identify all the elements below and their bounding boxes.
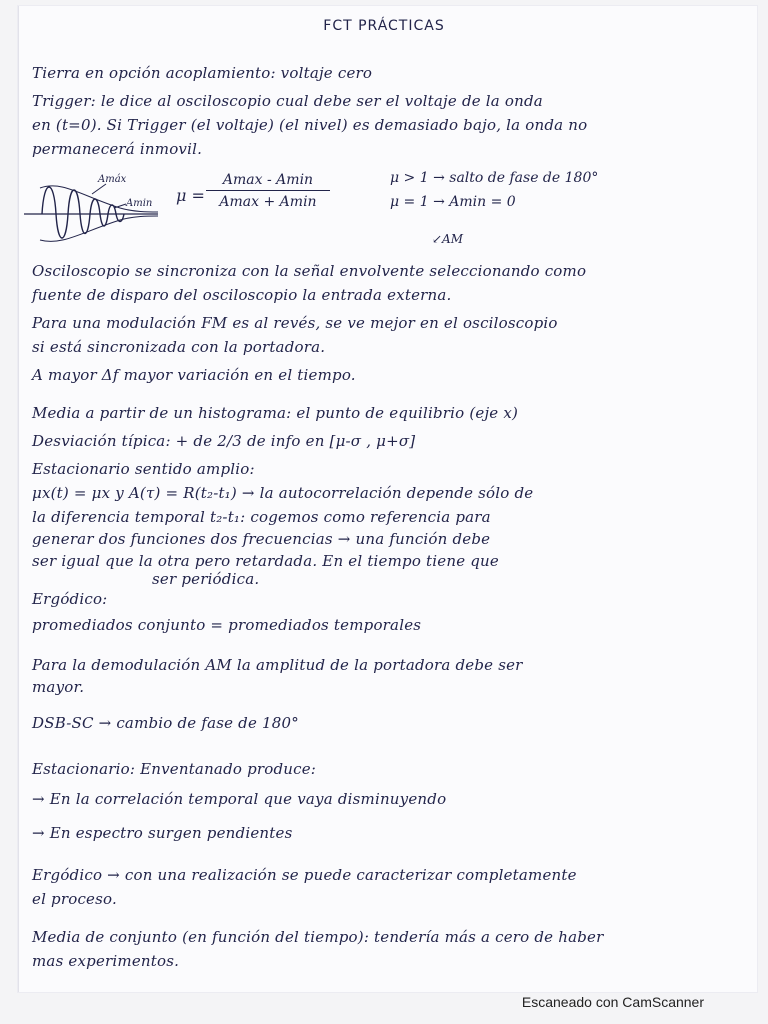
amax-pointer <box>92 184 106 194</box>
note-line-18: Ergódico: <box>32 590 108 608</box>
am-envelope-diagram <box>22 168 162 248</box>
note-line-29: mas experimentos. <box>32 952 180 970</box>
numerator: Amax - Amin <box>206 172 330 191</box>
note-line-27: el proceso. <box>32 890 117 908</box>
modulation-index-formula <box>176 172 336 224</box>
note-line-28: Media de conjunto (en función del tiempo): tendería más a cero de haber <box>32 928 604 946</box>
amin-label: Amin <box>126 198 153 209</box>
note-line-11: Desviación típica: + de 2/3 de info en [μ-σ , μ+σ] <box>32 432 416 450</box>
note-line-9: A mayor Δf mayor variación en el tiempo. <box>32 366 356 384</box>
note-line-16: ser igual que la otra pero retardada. En el tiempo tiene que <box>32 552 499 570</box>
note-line-4: permanecerá inmovil. <box>32 140 203 158</box>
note-line-5: Osciloscopio se sincroniza con la señal envolvente seleccionando como <box>32 262 587 280</box>
scanner-watermark: Escaneado con CamScanner <box>521 994 704 1010</box>
note-line-25: → En espectro surgen pendientes <box>32 824 293 842</box>
note-line-13: μx(t) = μx y A(τ) = R(t₂-t₁) → la autocorrelación depende sólo de <box>32 484 534 502</box>
note-line-26: Ergódico → con una realización se puede caracterizar completamente <box>32 866 577 884</box>
note-line-8: si está sincronizada con la portadora. <box>32 338 326 356</box>
note-line-20: Para la demodulación AM la amplitud de la portadora debe ser <box>32 656 523 674</box>
page-title: FCT PRÁCTICAS <box>323 18 445 34</box>
denominator: Amax + Amin <box>219 194 317 210</box>
rhs-line-1: μ > 1 → salto de fase de 180° <box>390 170 599 186</box>
rhs-line-2: μ = 1 → Amin = 0 <box>390 194 516 210</box>
note-line-24: → En la correlación temporal que vaya disminuyendo <box>32 790 447 808</box>
note-line-6: fuente de disparo del osciloscopio la entrada externa. <box>32 286 452 304</box>
amax-label: Amáx <box>98 174 127 185</box>
note-line-15: generar dos funciones dos frecuencias → una función debe <box>32 530 491 548</box>
note-line-3: en (t=0). Si Trigger (el voltaje) (el nivel) es demasiado bajo, la onda no <box>32 116 588 134</box>
note-line-21: mayor. <box>32 678 85 696</box>
note-line-7: Para una modulación FM es al revés, se ve mejor en el osciloscopio <box>32 314 558 332</box>
note-line-22: DSB-SC → cambio de fase de 180° <box>32 714 299 732</box>
am-annotation: ↙AM <box>432 232 464 246</box>
note-line-1: Tierra en opción acoplamiento: voltaje cero <box>32 64 373 82</box>
fraction <box>206 172 330 210</box>
mu-symbol: μ = <box>176 186 205 205</box>
amin-pointer <box>114 204 126 208</box>
note-line-2: Trigger: le dice al osciloscopio cual debe ser el voltaje de la onda <box>32 92 543 110</box>
note-line-23: Estacionario: Enventanado produce: <box>32 760 317 778</box>
note-line-17: ser periódica. <box>152 570 260 588</box>
note-line-19: promediados conjunto = promediados temporales <box>32 616 422 634</box>
note-line-12: Estacionario sentido amplio: <box>32 460 255 478</box>
modulated-wave <box>42 187 124 238</box>
note-line-14: la diferencia temporal t₂-t₁: cogemos como referencia para <box>32 508 491 526</box>
note-line-10: Media a partir de un histograma: el punto de equilibrio (eje x) <box>32 404 519 422</box>
